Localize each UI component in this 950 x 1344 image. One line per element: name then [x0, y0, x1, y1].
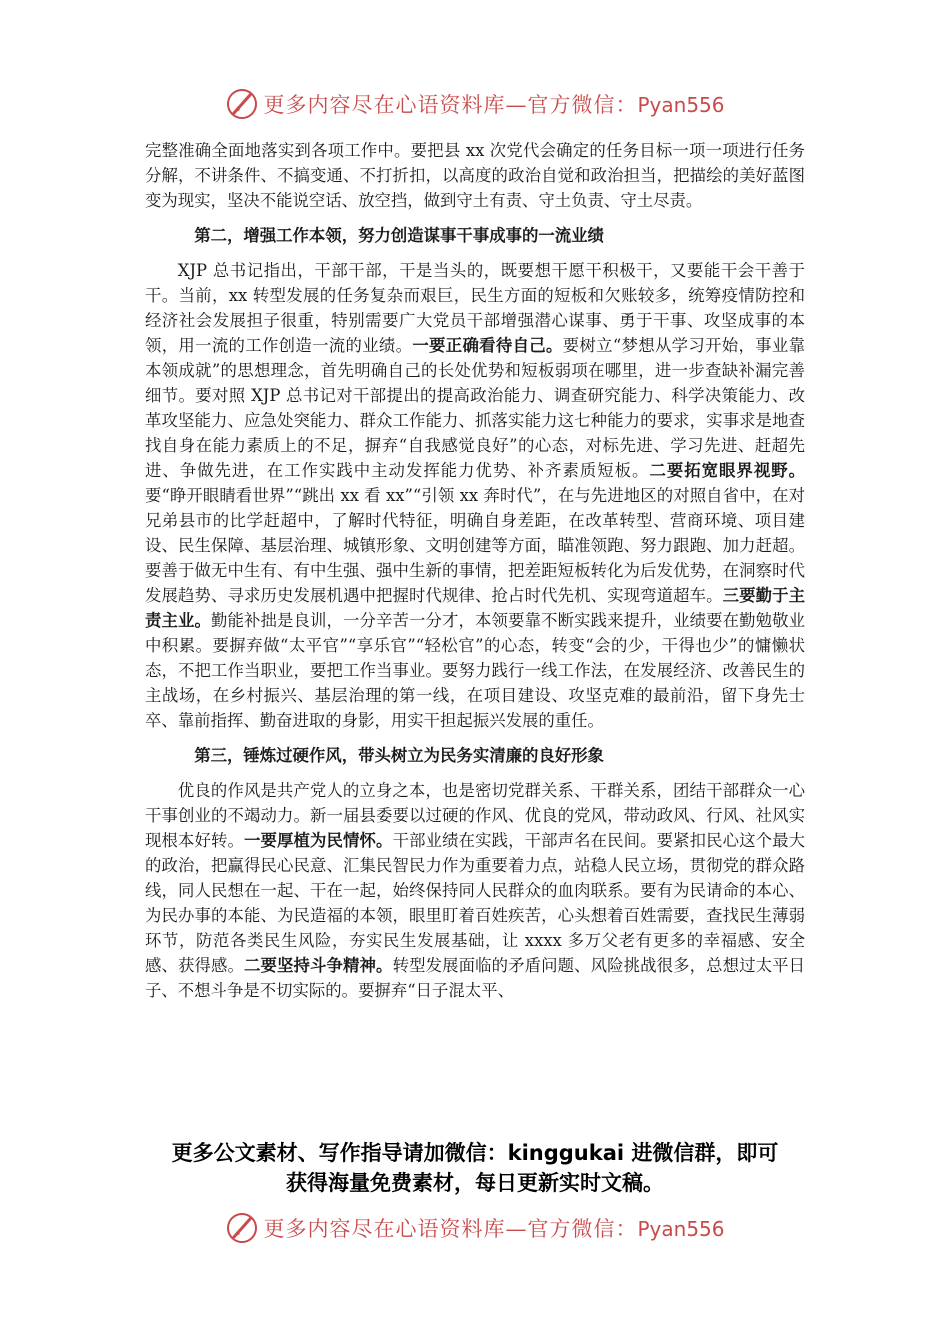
document-body	[145, 138, 805, 1003]
section-heading-3: 第三，锤炼过硬作风，带头树立为民务实清廉的良好形象	[194, 746, 604, 765]
header-banner	[0, 84, 950, 124]
promo-notice	[120, 1138, 830, 1198]
promo-line-2: 获得海量免费素材，每日更新实时文稿。	[286, 1171, 664, 1195]
paragraph: XJP 总书记指出，干部干部，干是当头的，既要想干愿干积极干，又要能干会干善于干。当前，xx 转型发展的任务复杂而艰巨，民生方面的短板和欠账较多，统筹疫情防控和经济社会发展担子很重，特别需要广大党员干部增强潜心谋事、勇于干事、攻坚成事的本领，用一流的工作创造一流的业绩。一要正确看待自己。要树立“梦想从学习开始，事业靠本领成就”的思想理念，首先明确自己的长处优势和短板弱项在哪里，进一步查缺补漏完善细节。要对照 XJP 总书记对干部提出的提高政治能力、调查研究能力、科学决策能力、改革攻坚能力、应急处突能力、群众工作能力、抓落实能力这七种能力的要求，实事求是地查找自身在能力素质上的不足，摒弃“自我感觉良好”的心态，对标先进、学习先进、赶超先进、争做先进，在工作实践中主动发挥能力优势、补齐素质短板。二要拓宽眼界视野。要“睁开眼睛看世界”“跳出 xx 看 xx”“引领 xx 奔时代”，在与先进地区的对照自省中，在对兄弟县市的比学赶超中，了解时代特征，明确自身差距，在改革转型、营商环境、项目建设、民生保障、基层治理、城镇形象、文明创建等方面，瞄准领跑、努力跟跑、加力赶超。要善于做无中生有、有中生强、强中生新的事情，把差距短板转化为后发优势，在洞察时代发展趋势、寻求历史发展机遇中把握时代规律、抢占时代先机、实现弯道超车。三要勤于主责主业。勤能补拙是良训，一分辛苦一分才，本领要靠不断实践来提升，业绩要在勤勉敬业中积累。要摒弃做“太平官”“享乐官”“轻松官”的心态，转变“会的少，干得也少”的慵懒状态，不把工作当职业，要把工作当事业。要努力践行一线工作法，在发展经济、改善民生的主战场，在乡村振兴、基层治理的第一线，在项目建设、攻坚克难的最前沿，留下身先士卒、靠前指挥、勤奋进取的身影，用实干担起振兴发展的重任。	[145, 261, 806, 730]
pen-logo-icon	[225, 87, 259, 121]
banner-text: 更多内容尽在心语资料库—官方微信：Pyan556	[263, 93, 725, 117]
banner-text: 更多内容尽在心语资料库—官方微信：Pyan556	[263, 1217, 725, 1241]
promo-line-1: 更多公文素材、写作指导请加微信：kinggukai 进微信群，即可	[171, 1141, 779, 1165]
footer-banner	[0, 1208, 950, 1248]
paragraph: 完整准确全面地落实到各项工作中。要把县 xx 次党代会确定的任务目标一项一项进行任务分解，不讲条件、不搞变通、不打折扣，以高度的政治自觉和政治担当，把描绘的美好蓝图变为现实，坚决不能说空话、放空挡，做到守土有责、守土负责、守土尽责。	[145, 141, 805, 210]
pen-logo-icon	[225, 1211, 259, 1245]
section-heading-2: 第二，增强工作本领，努力创造谋事干事成事的一流业绩	[194, 226, 604, 245]
paragraph: 优良的作风是共产党人的立身之本，也是密切党群关系、干群关系，团结干部群众一心干事创业的不竭动力。新一届县委要以过硬的作风、优良的党风，带动政风、行风、社风实现根本好转。一要厚植为民情怀。干部业绩在实践，干部声名在民间。要紧扣民心这个最大的政治，把赢得民心民意、汇集民智民力作为重要着力点，站稳人民立场，贯彻党的群众路线，同人民想在一起、干在一起，始终保持同人民群众的血肉联系。要有为民请命的本心、为民办事的本能、为民造福的本领，眼里盯着百姓疾苦，心头想着百姓需要，查找民生薄弱环节，防范各类民生风险，夯实民生发展基础，让 xxxx 多万父老有更多的幸福感、安全感、获得感。二要坚持斗争精神。转型发展面临的矛盾问题、风险挑战很多，总想过太平日子、不想斗争是不切实际的。要摒弃“日子混太平、	[145, 781, 806, 1000]
